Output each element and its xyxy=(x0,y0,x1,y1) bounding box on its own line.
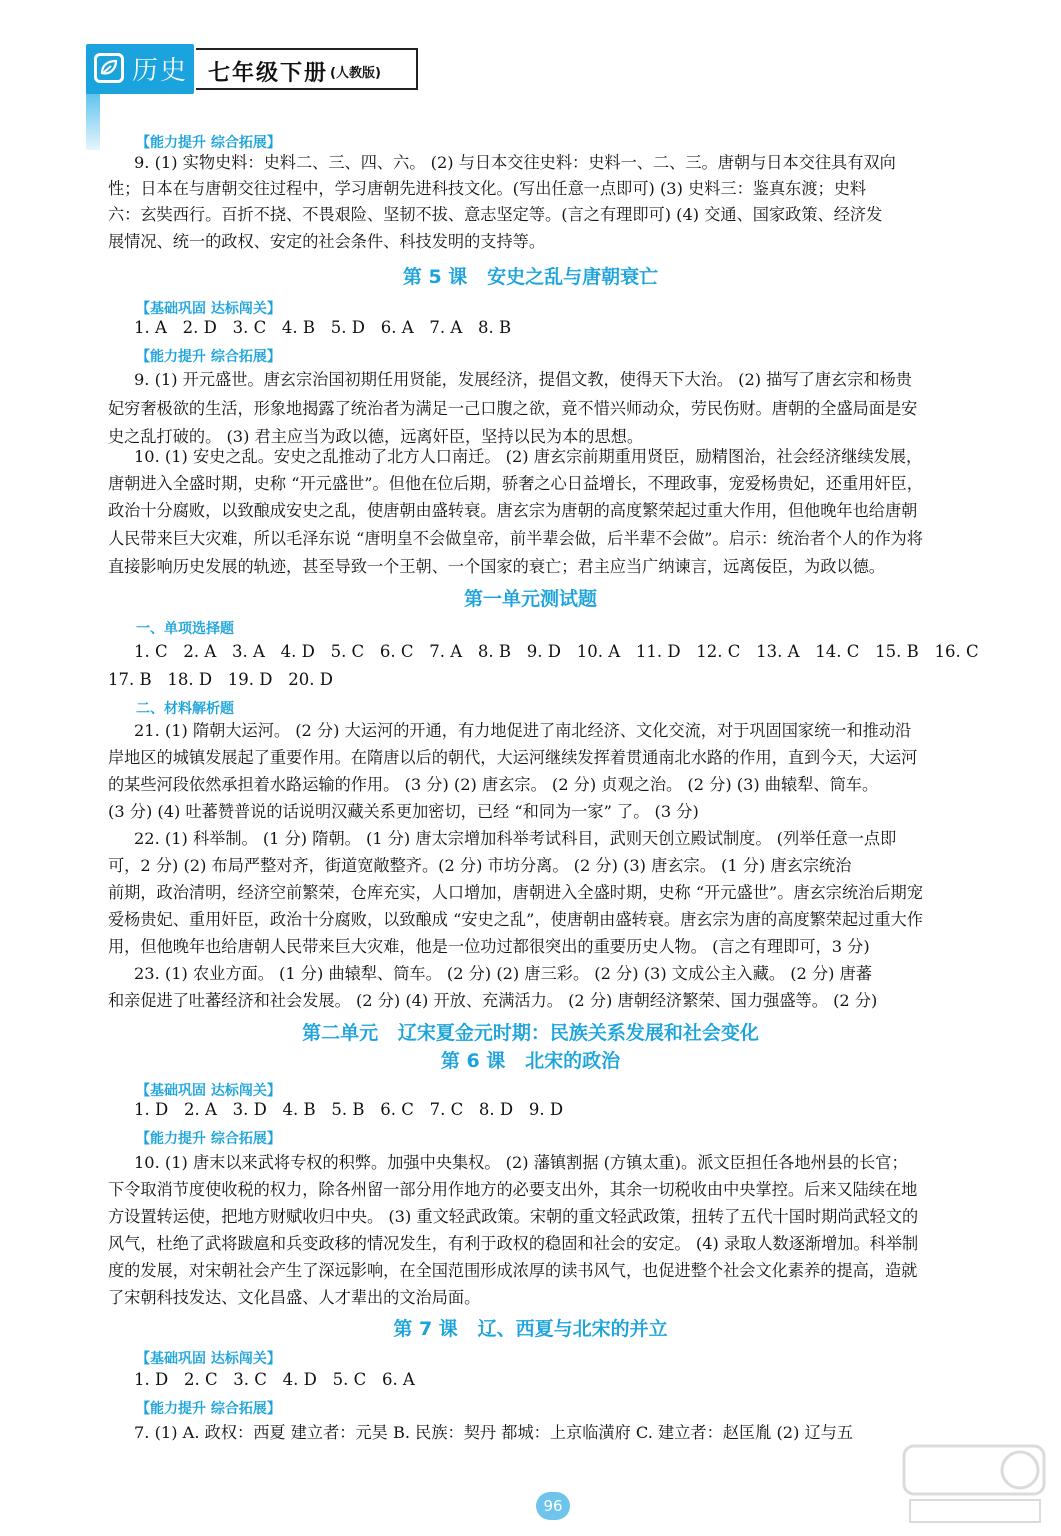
leaf-icon xyxy=(94,53,124,83)
text-line: 唐朝进入全盛时期，史称 “开元盛世”。但他在位后期，骄奢之心日益增长，不理政事，宠爱杨贵妃，还重用奸臣， xyxy=(108,474,923,493)
text-line: 人民带来巨大灾难，所以毛泽东说 “唐明皇不会做皇帝，前半辈会做，后半辈不会做”。启示：统治者个人的作为将 xyxy=(108,529,923,548)
lesson-title: 第 7 课 辽、西夏与北宋的并立 xyxy=(393,1318,668,1340)
text-line: 妃穷奢极欲的生活，形象地揭露了统治者为满足一己口腹之欲，竟不惜兴师动众，劳民伤财。唐朝的全盛局面是安 xyxy=(108,399,918,418)
text-line: 的某些河段依然承担着水路运输的作用。 (3 分) (2) 唐玄宗。 (2 分) 贞观之治。 (2 分) (3) 曲辕犁、筒车。 xyxy=(108,775,879,794)
text-line: 性；日本在与唐朝交往过程中，学习唐朝先进科技文化。(写出任意一点即可) (3) 史料三：鉴真东渡；史料 xyxy=(108,179,867,198)
page-number: 96 xyxy=(536,1492,570,1520)
text-line: 展情况、统一的政权、安定的社会条件、科技发明的支持等。 xyxy=(108,232,546,251)
header-ribbon xyxy=(86,90,100,150)
subject-badge xyxy=(86,44,194,94)
text-line: 史之乱打破的。 (3) 君主应当为政以德，远离奸臣，坚持以民为本的思想。 xyxy=(108,427,644,446)
grade-label: 七年级下册 xyxy=(208,61,329,86)
text-line: 23. (1) 农业方面。 (1 分) 曲辕犁、筒车。 (2 分) (2) 唐三彩。 (2 分) (3) 文成公主入藏。 (2 分) 唐蕃 xyxy=(134,964,873,983)
subject-label: 历史 xyxy=(132,56,189,86)
text-line: 9. (1) 开元盛世。唐玄宗治国初期任用贤能，发展经济，提倡文教，使得天下大治。 (2) 描写了唐玄宗和杨贵 xyxy=(134,370,912,389)
text-line: 7. (1) A. 政权：西夏 建立者：元昊 B. 民族：契丹 都城：上京临潢府 C. 建立者：赵匡胤 (2) 辽与五 xyxy=(134,1423,854,1442)
text-line: 21. (1) 隋朝大运河。 (2 分) 大运河的开通，有力地促进了南北经济、文化交流，对于巩固国家统一和推动沿 xyxy=(134,721,912,740)
text-line: 10. (1) 唐末以来武将专权的积弊。加强中央集权。 (2) 藩镇割据 (方镇太重)。派文臣担任各地州县的长官； xyxy=(134,1153,908,1172)
text-line: 岸地区的城镇发展起了重要作用。在隋唐以后的朝代，大运河继续发挥着贯通南北水路的作用，直到今天，大运河 xyxy=(108,748,918,767)
section-label-ability: 【能力提升 综合拓展】 xyxy=(136,135,281,151)
answer-row: 1. A 2. D 3. C 4. B 5. D 6. A 7. A 8. B xyxy=(134,318,512,337)
text-line: 六：玄奘西行。百折不挠、不畏艰险、坚韧不拔、意志坚定等。(言之有理即可) (4) 交通、国家政策、经济发 xyxy=(108,205,883,224)
lesson-title: 第 5 课 安史之乱与唐朝衰亡 xyxy=(402,266,659,288)
text-line: 前期，政治清明，经济空前繁荣，仓库充实，人口增加，唐朝进入全盛时期，史称 “开元盛世”。唐玄宗统治后期宠 xyxy=(108,883,923,902)
text-line: (3 分) (4) 吐蕃赞普说的话说明汉藏关系更加密切，已经 “和同为一家” 了。 (3 分) xyxy=(108,802,699,821)
section-label-single: 一、单项选择题 xyxy=(136,621,234,637)
text-line: 10. (1) 安史之乱。安史之乱推动了北方人口南迁。 (2) 唐玄宗前期重用贤臣，励精图治，社会经济继续发展， xyxy=(134,447,923,466)
text-line: 22. (1) 科举制。 (1 分) 隋朝。 (1 分) 唐太宗增加科举考试科目，武则天创立殿试制度。 (列举任意一点即 xyxy=(134,829,897,848)
answer-row: 17. B 18. D 19. D 20. D xyxy=(108,670,333,689)
watermark-logo xyxy=(900,1440,1050,1530)
section-label-basic: 【基础巩固 达标闯关】 xyxy=(136,1083,281,1099)
text-line: 爱杨贵妃、重用奸臣，政治十分腐败，以致酿成 “安史之乱”，使唐朝由盛转衰。唐玄宗为唐的高度繁荣起过重大作 xyxy=(108,910,923,929)
section-label-ability: 【能力提升 综合拓展】 xyxy=(136,1131,281,1147)
answer-row: 1. D 2. C 3. C 4. D 5. C 6. A xyxy=(134,1370,415,1389)
text-line: 了宋朝科技发达、文化昌盛、人才辈出的文治局面。 xyxy=(108,1288,481,1307)
text-line: 方设置转运使，把地方财赋收归中央。 (3) 重文轻武政策。宋朝的重文轻武政策，扭转了五代十国时期尚武轻文的 xyxy=(108,1207,919,1226)
section-label-ability: 【能力提升 综合拓展】 xyxy=(136,1401,281,1417)
text-line: 9. (1) 实物史料：史料二、三、四、六。 (2) 与日本交往史料：史料一、二、三。唐朝与日本交往具有双向 xyxy=(134,153,896,172)
section-label-basic: 【基础巩固 达标闯关】 xyxy=(136,301,281,317)
text-line: 直接影响历史发展的轨迹，甚至导致一个王朝、一个国家的衰亡；君主应当广纳谏言，远离佞臣，为政以德。 xyxy=(108,557,885,576)
lesson-title: 第 6 课 北宋的政治 xyxy=(440,1050,621,1072)
text-line: 可，2 分) (2) 布局严整对齐，街道宽敞整齐。(2 分) 市坊分离。 (2 分) (3) 唐玄宗。 (1 分) 唐玄宗统治 xyxy=(108,856,852,875)
page-header xyxy=(86,44,416,96)
grade-box xyxy=(196,48,418,90)
text-line: 用，但他晚年也给唐朝人民带来巨大灾难，他是一位功过都很突出的重要历史人物。 (言之有理即可，3 分) xyxy=(108,937,870,956)
answer-row: 1. C 2. A 3. A 4. D 5. C 6. C 7. A 8. B 9. D 10. A 11. D 12. C 13. A 14. C 15. B 16. C xyxy=(134,642,979,661)
section-label-material: 二、材料解析题 xyxy=(136,701,234,717)
answer-row: 1. D 2. A 3. D 4. B 5. B 6. C 7. C 8. D 9. D xyxy=(134,1100,564,1119)
text-line: 度的发展，对宋朝社会产生了深远影响，在全国范围形成浓厚的读书风气，也促进整个社会文化素养的提高，造就 xyxy=(108,1261,918,1280)
section-label-ability: 【能力提升 综合拓展】 xyxy=(136,349,281,365)
text-line: 下令取消节度使收税的权力，除各州留一部分用作地方的必要支出外，其余一切税收由中央掌控。后来又陆续在地 xyxy=(108,1180,918,1199)
text-line: 政治十分腐败，以致酿成安史之乱，使唐朝由盛转衰。唐玄宗为唐朝的高度繁荣起过重大作用，但他晚年也给唐朝 xyxy=(108,501,918,520)
text-line: 风气，杜绝了武将跋扈和兵变政移的情况发生，有利于政权的稳固和社会的安定。 (4) 录取人数逐渐增加。科举制 xyxy=(108,1234,919,1253)
unit-test-title: 第一单元测试题 xyxy=(463,588,597,610)
edition-label: (人教版) xyxy=(330,66,381,81)
text-line: 和亲促进了吐蕃经济和社会发展。 (2 分) (4) 开放、充满活力。 (2 分) 唐朝经济繁荣、国力强盛等。 (2 分) xyxy=(108,991,878,1010)
section-label-basic: 【基础巩固 达标闯关】 xyxy=(136,1351,281,1367)
unit-title: 第二单元 辽宋夏金元时期：民族关系发展和社会变化 xyxy=(302,1022,759,1044)
